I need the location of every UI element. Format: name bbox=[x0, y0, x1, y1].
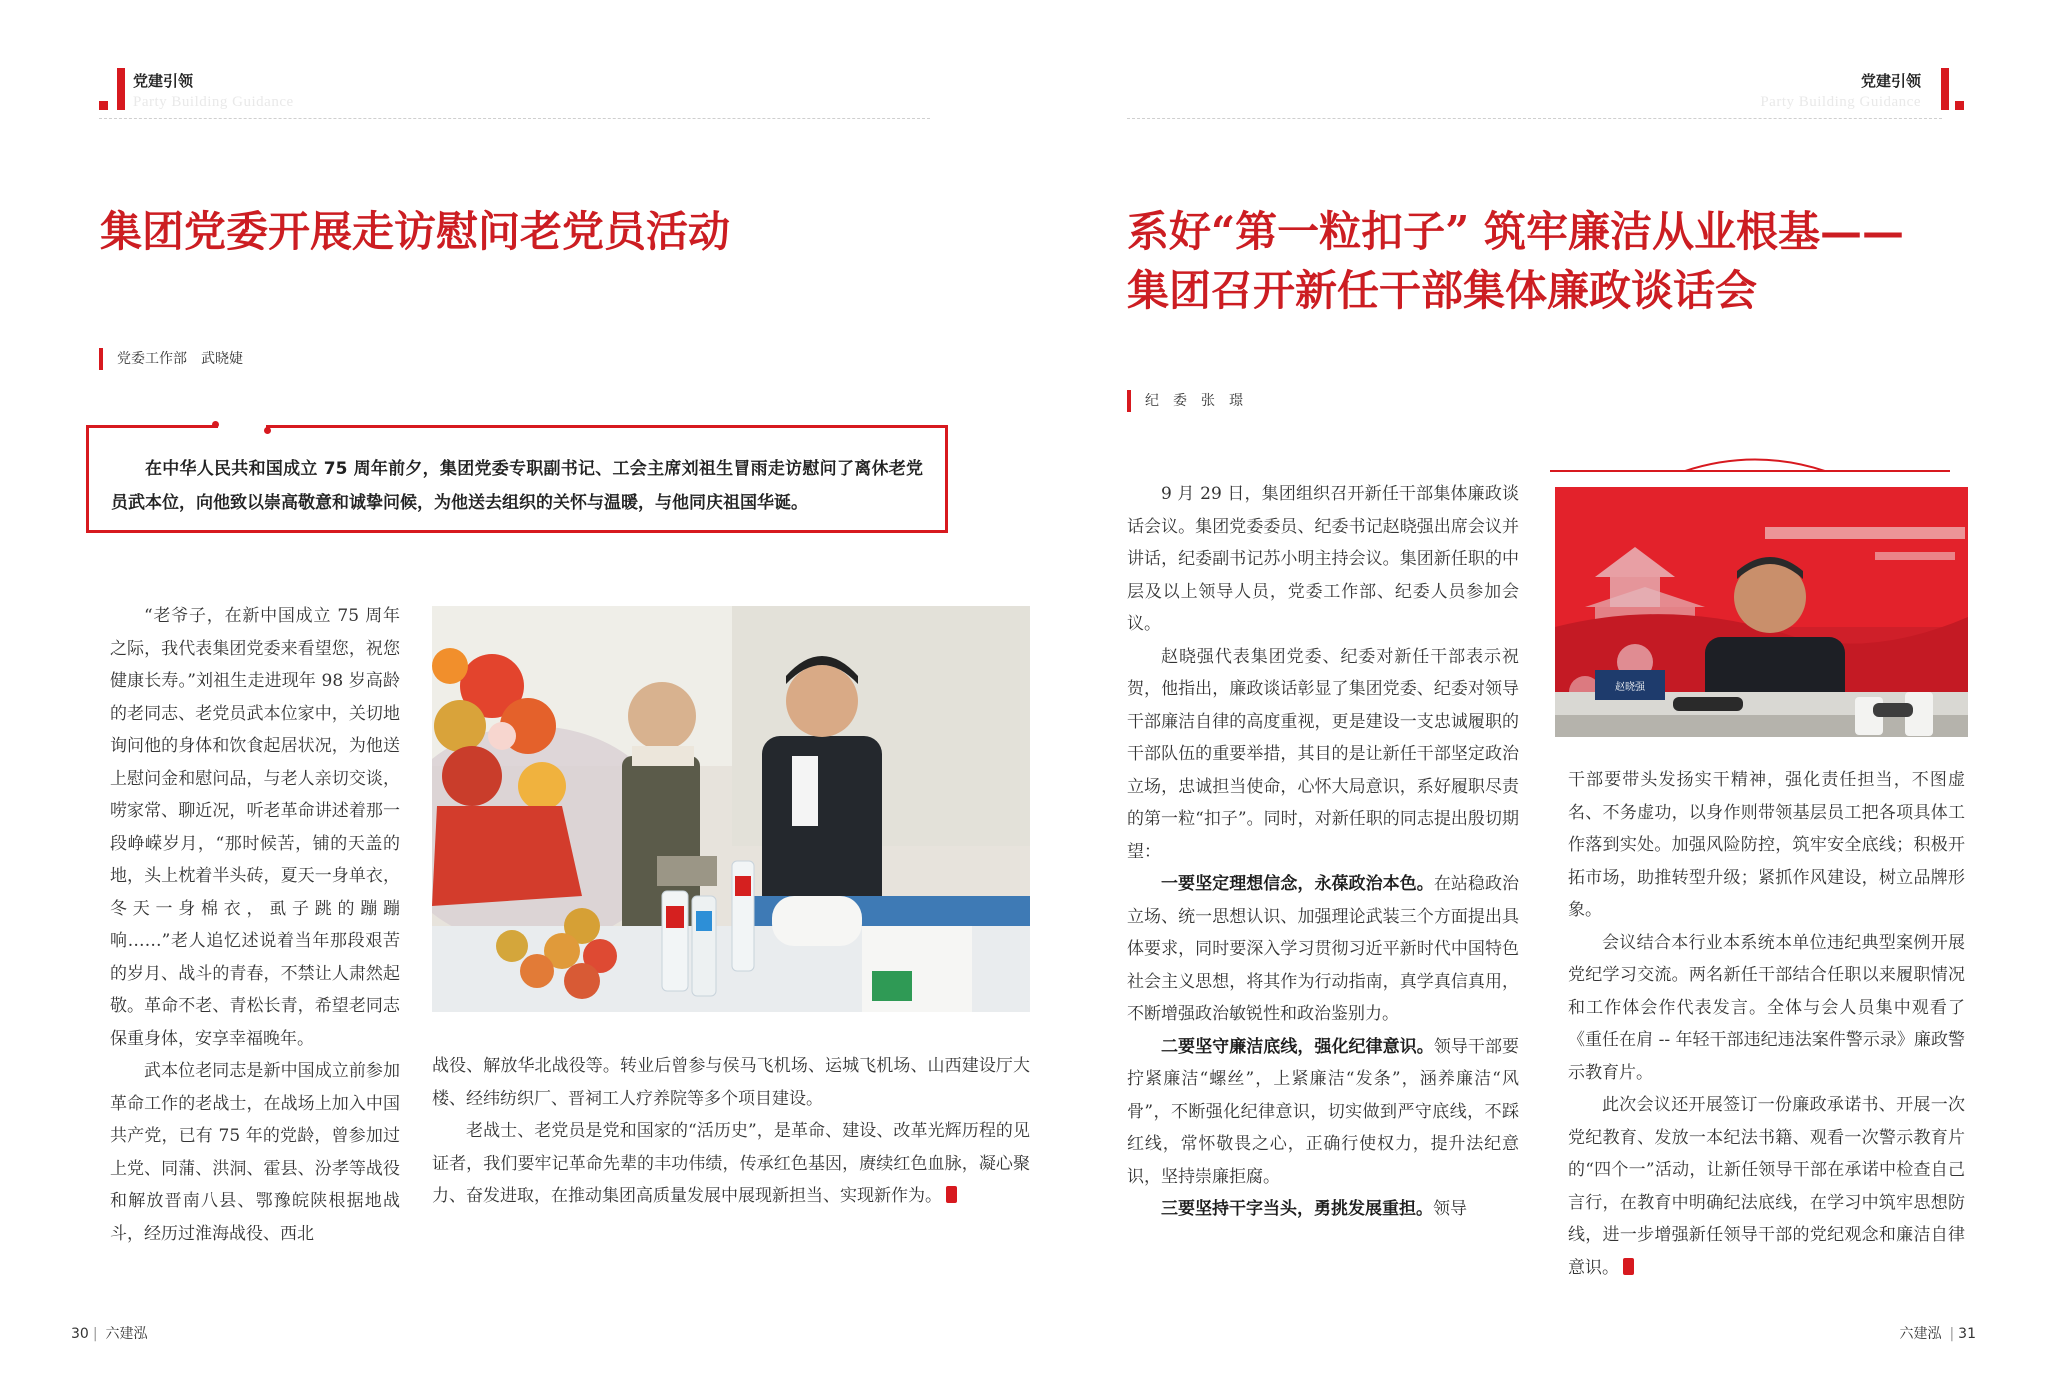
right-article-title-line-2: 集团召开新任干部集体廉政谈话会 bbox=[1127, 266, 1758, 315]
right-byline: 纪 委 张 璟 bbox=[1127, 390, 1243, 412]
intro-dot-left bbox=[212, 421, 219, 428]
right-header-small-bar bbox=[1955, 101, 1964, 110]
right-section-label: 党建引领 bbox=[1860, 72, 1921, 90]
paragraph: 赵晓强代表集团党委、纪委对新任干部表示祝贺，他指出，廉政谈话彰显了集团党委、纪委对领导干部廉洁自律的高度重视，更是建设一支忠诚履职的干部队伍的重要举措，其目的是让新任干部坚定政治立场，忠诚担当使命，心怀大局意识，系好履职尽责的第一粒“扣子”。同时，对新任职的同志提出殷切期望： bbox=[1127, 646, 1519, 862]
end-of-article-mark bbox=[946, 1186, 957, 1203]
paragraph bbox=[1127, 868, 1519, 1031]
point-heading: 二要坚守廉洁底线，强化纪律意识。 bbox=[1161, 1036, 1434, 1057]
paragraph bbox=[1127, 1031, 1519, 1194]
right-article-column-1 bbox=[1127, 478, 1519, 1226]
point-heading: 三要坚持干字当头，勇挑发展重担。 bbox=[1161, 1199, 1433, 1219]
paragraph: 战役、解放华北战役等。转业后曾参与侯马飞机场、运城飞机场、山西建设厅大楼、经纬纺织厂、晋祠工人疗养院等多个项目建设。 bbox=[432, 1056, 1030, 1109]
right-footer: 六建泓 | 31 bbox=[1899, 1326, 1976, 1342]
paragraph bbox=[432, 1115, 1030, 1213]
photo-ribbon-peak bbox=[1685, 454, 1825, 478]
left-header-small-bar bbox=[99, 101, 108, 110]
paragraph-text: 此次会议还开展签订一份廉政承诺书、开展一次党纪教育、发放一本纪法书籍、观看一次警示教育片的“四个一”活动，让新任领导干部在承诺中检查自己言行，在教育中明确纪法底线，在学习中筑牢思想防线，进一步增强新任领导干部的党纪观念和廉洁自律意识。 bbox=[1568, 1095, 1965, 1278]
paragraph: “老爷子，在新中国成立 75 周年之际，我代表集团党委来看望您，祝您健康长寿。”刘祖生走进现年 98 岁高龄的老同志、老党员武本位家中，关切地询问他的身体和饮食起居状况，为他送上慰问金和慰问品，与老人亲切交谈，唠家常、聊近况，听老革命讲述着那一段峥嵘岁月，“那时候苦，铺的天盖的地，头上枕着半头砖，夏天一身单衣，冬天一身棉衣，虱子跳的蹦蹦响……”老人追忆述说着当年那段艰苦的岁月、战斗的青春，不禁让人肃然起敬。革命不老、青松长青，希望老同志保重身体，安享幸福晚年。 bbox=[110, 606, 400, 1049]
left-footer: 30 | 六建泓 bbox=[71, 1326, 148, 1342]
right-header-tall-bar bbox=[1941, 68, 1949, 110]
page-number: 31 bbox=[1958, 1326, 1976, 1342]
left-header-rule bbox=[99, 118, 930, 119]
left-section-label-en: Party Building Guidance bbox=[133, 94, 294, 110]
paragraph bbox=[1568, 1089, 1965, 1284]
left-article-title: 集团党委开展走访慰问老党员活动 bbox=[100, 207, 731, 256]
end-of-article-mark bbox=[1623, 1258, 1634, 1275]
paragraph: 武本位老同志是新中国成立前参加革命工作的老战士，在战场上加入中国共产党，已有 75 年的党龄，曾参加过上党、同蒲、洪洞、霍县、汾孝等战役和解放晋南八县、鄂豫皖陕根据地战斗，经历过淮海战役、西北 bbox=[110, 1061, 400, 1244]
left-article-column-2 bbox=[432, 1050, 1030, 1213]
point-heading: 一要坚定理想信念，永葆政治本色。 bbox=[1161, 874, 1434, 894]
left-byline: 党委工作部 武晓婕 bbox=[99, 348, 243, 370]
paragraph-text: 领导干部要拧紧廉洁“螺丝”，上紧廉洁“发条”，涵养廉洁“风骨”，不断强化纪律意识，切实做到严守底线，不踩红线，常怀敬畏之心，正确行使权力，提升法纪意识，坚持崇廉拒腐。 bbox=[1127, 1036, 1520, 1187]
paragraph-text: 领导 bbox=[1433, 1199, 1467, 1219]
paragraph: 干部要带头发扬实干精神，强化责任担当，不图虚名、不务虚功，以身作则带领基层员工把各项具体工作落到实处。加强风险防控，筑牢安全底线；积极开拓市场，助推转型升级；紧抓作风建设，树立品牌形象。 bbox=[1568, 770, 1965, 920]
page-number: 30 bbox=[71, 1326, 89, 1342]
paragraph-text: 老战士、老党员是党和国家的“活历史”，是革命、建设、改革光辉历程的见证者，我们要牢记革命先辈的丰功伟绩，传承红色基因，赓续红色血脉，凝心聚力、奋发进取，在推动集团高质量发展中展现新担当、实现新作为。 bbox=[432, 1121, 1030, 1206]
meeting-photo bbox=[1555, 487, 1968, 737]
intro-text: 在中华人民共和国成立 75 周年前夕，集团党委专职副书记、工会主席刘祖生冒雨走访慰问了离休老党员武本位，向他致以崇高敬意和诚挚问候，为他送去组织的关怀与温暖，与他同庆祖国华诞。 bbox=[111, 459, 923, 513]
left-header-tall-bar bbox=[117, 68, 125, 110]
magazine-name: 六建泓 bbox=[1899, 1326, 1942, 1342]
paragraph-text: 在站稳政治立场、统一思想认识、加强理论武装三个方面提出具体要求，同时要深入学习贯彻习近平新时代中国特色社会主义思想，将其作为行动指南，真学真信真用，不断增强政治敏锐性和政治鉴别力。 bbox=[1127, 874, 1520, 1024]
left-article-column-1 bbox=[110, 600, 400, 1250]
intro-dot-right bbox=[264, 427, 271, 434]
paragraph: 9 月 29 日，集团组织召开新任干部集体廉政谈话会议。集团党委委员、纪委书记赵晓强出席会议并讲话，纪委副书记苏小明主持会议。集团新任职的中层及以上领导人员，党委工作部、纪委人员参加会议。 bbox=[1127, 484, 1519, 634]
right-article-column-2 bbox=[1568, 764, 1965, 1284]
intro-box-gap bbox=[218, 421, 266, 429]
paragraph: 会议结合本行业本系统本单位违纪典型案例开展党纪学习交流。两名新任干部结合任职以来履职情况和工作体会作代表发言。全体与会人员集中观看了《重任在肩 -- 年轻干部违纪违法案件警示录》廉政警示教育片。 bbox=[1568, 932, 1965, 1083]
right-section-label-en: Party Building Guidance bbox=[1760, 94, 1921, 110]
right-header-rule bbox=[1127, 118, 1942, 119]
intro-box bbox=[86, 425, 948, 533]
right-article-title-line-1: 系好“第一粒扣子” 筑牢廉洁从业根基—— bbox=[1127, 207, 1904, 256]
paragraph bbox=[1127, 1193, 1519, 1226]
left-section-label: 党建引领 bbox=[133, 72, 194, 90]
nameplate-text: 赵晓强 bbox=[1615, 682, 1645, 693]
magazine-name: 六建泓 bbox=[105, 1326, 148, 1342]
visit-photo bbox=[432, 606, 1030, 1012]
